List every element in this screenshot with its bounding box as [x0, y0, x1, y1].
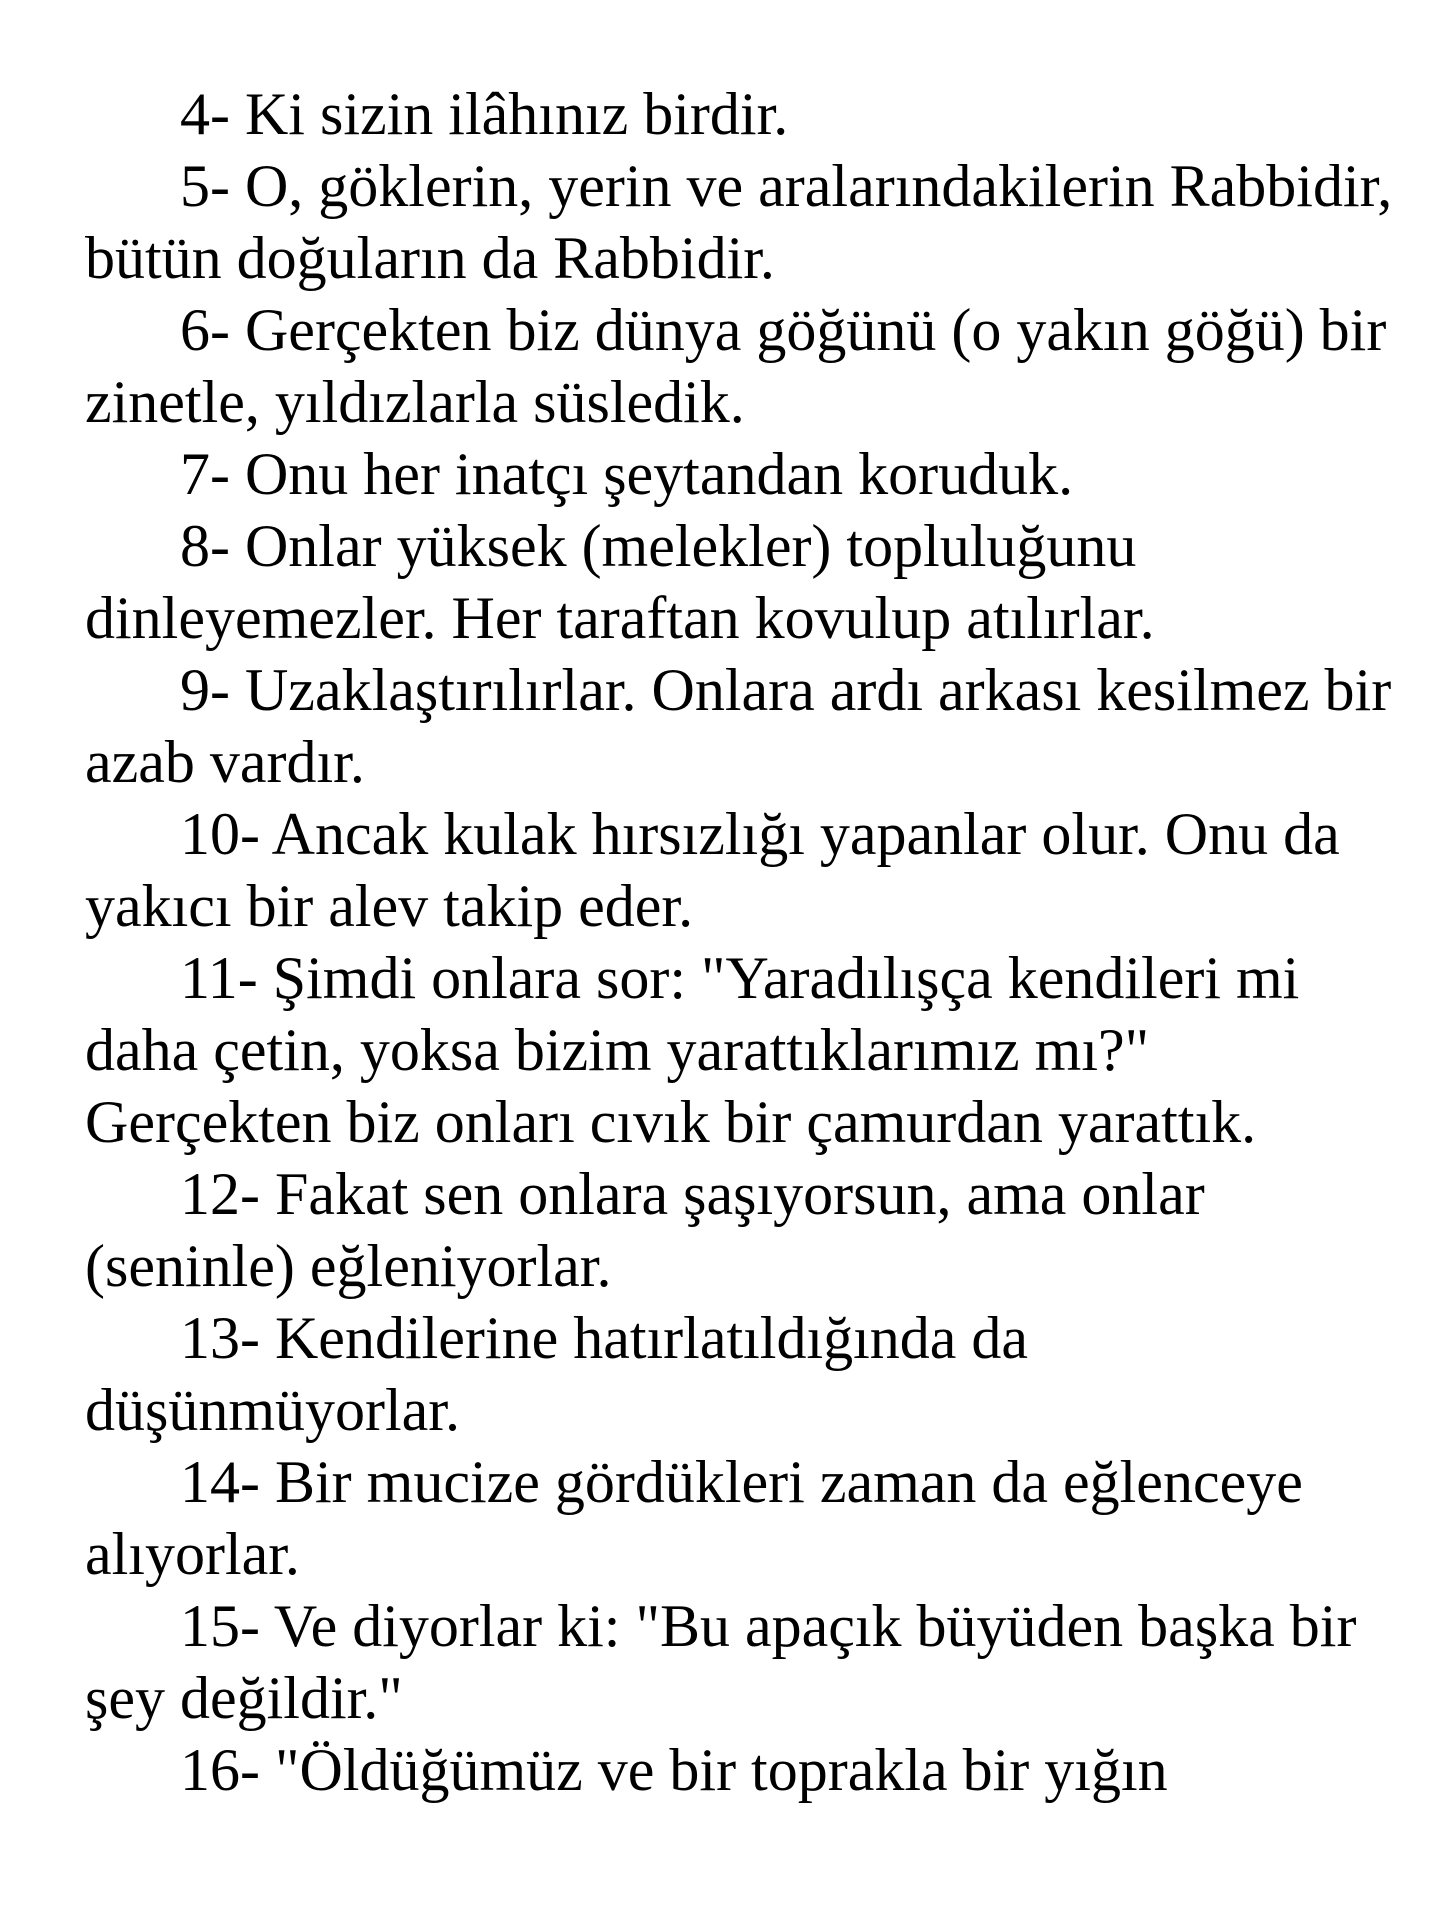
- verse-9: 9- Uzaklaştırılırlar. Onlara ardı arkası kesilmez bir azab vardır.: [85, 657, 1392, 795]
- verse-12: 12- Fakat sen onlara şaşıyorsun, ama onlar (seninle) eğleniyorlar.: [85, 1161, 1205, 1299]
- verse-7: 7- Onu her inatçı şeytandan koruduk.: [180, 441, 1074, 507]
- body-text: [85, 78, 1405, 1806]
- verse-13: 13- Kendilerine hatırlatıldığında da düşünmüyorlar.: [85, 1305, 1029, 1443]
- verse-10: 10- Ancak kulak hırsızlığı yapanlar olur. Onu da yakıcı bir alev takip eder.: [85, 801, 1340, 939]
- verse-5: 5- O, göklerin, yerin ve aralarındakilerin Rabbidir, bütün doğuların da Rabbidir.: [85, 153, 1393, 291]
- verse-14: 14- Bir mucize gördükleri zaman da eğlenceye alıyorlar.: [85, 1449, 1303, 1587]
- verse-4: 4- Ki sizin ilâhınız birdir.: [180, 81, 789, 147]
- verse-6: 6- Gerçekten biz dünya göğünü (o yakın göğü) bir zinetle, yıldızlarla süsledik.: [85, 297, 1387, 435]
- verse-8: 8- Onlar yüksek (melekler) topluluğunu dinleyemezler. Her taraftan kovulup atılırlar.: [85, 513, 1155, 651]
- verse-15: 15- Ve diyorlar ki: "Bu apaçık büyüden başka bir şey değildir.": [85, 1593, 1357, 1731]
- verse-11: 11- Şimdi onlara sor: "Yaradılışça kendileri mi daha çetin, yoksa bizim yarattıklarımız mı?" Gerçekten biz onları cıvık bir çamurdan yarattık.: [85, 945, 1300, 1155]
- verse-16: 16- "Öldüğümüz ve bir toprakla bir yığın: [180, 1737, 1168, 1803]
